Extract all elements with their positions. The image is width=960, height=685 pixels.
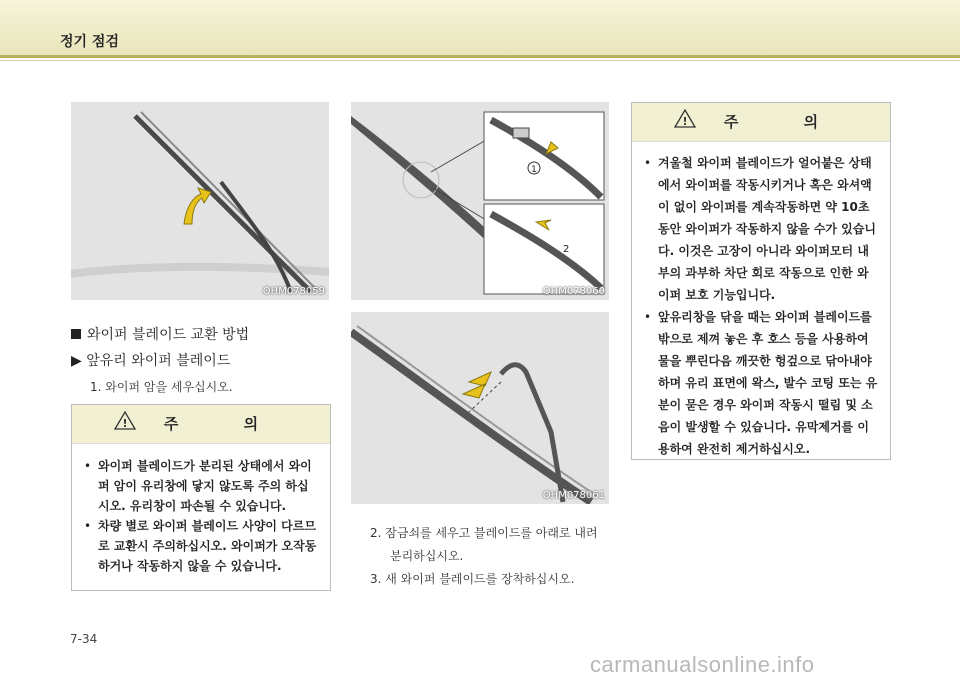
remove-blade-illustration [351,312,609,504]
caution-item: • 겨울철 와이퍼 블레이드가 얼어붙은 상태에서 와이퍼를 작동시키거나 혹은 와셔액이 없이 와이퍼를 계속작동하면 약 10초동안 와이퍼가 작동하지 않을 수가 있습니다. 이것은 고장이 아니라 와이퍼모터 내부의 과부하 차단 회로 작동으로 인한 와이퍼 보호 기능입니다. [644,152,878,306]
triangle-bullet-icon: ▶ [71,353,87,369]
figure-code: OHM078060 [542,286,605,297]
warning-triangle-icon [674,104,696,142]
callout-1: 1 [531,165,537,175]
pull-arrow-icon [463,372,491,398]
figure-code: OHM078061 [542,490,605,501]
header-band [0,0,960,56]
svg-text:!: ! [682,114,688,128]
figure-code: OHM078059 [262,286,325,297]
caution-title: 주 의 [723,113,849,131]
page-section-title: 정기 점검 [60,34,119,50]
section-heading [71,324,249,344]
caution-item: • 와이퍼 블레이드가 분리된 상태에서 와이퍼 암이 유리창에 닿지 않도록 주의 하십시오. 유리창이 파손될 수 있습니다. [84,456,318,516]
caution-item: • 앞유리창을 닦을 때는 와이퍼 블레이드를 밖으로 제껴 놓은 후 호스 등을 사용하여 물을 뿌린다음 깨끗한 헝겊으로 닦아내야 하며 유리 표면에 왁스, 발수 코팅 또는 유분이 묻은 경우 와이퍼 작동시 떨림 및 소음이 발생할 수 있습니다. 유막제거를 이용하여 완전히 제거하십시오. [644,306,878,460]
figure-wiper-arm-raise [71,102,329,300]
watermark: carmanualsonline.info [590,652,815,677]
step-3: 3. 새 와이퍼 블레이드를 장착하십시오. [370,572,575,586]
sub-heading [71,350,230,370]
header-rule [0,55,960,58]
figure-release-lock [351,102,609,300]
caution-title: 주 의 [163,415,289,433]
caution-item: • 차량 별로 와이퍼 블레이드 사양이 다르므로 교환시 주의하십시오. 와이퍼가 오작동 하거나 작동하지 않을 수 있습니다. [84,516,318,576]
figure-remove-blade [351,312,609,504]
warning-triangle-icon [114,406,136,444]
caution-heading [632,103,890,142]
lock-release-illustration [351,102,609,300]
callout-2: 2 [563,244,570,255]
header-rule-thin [0,60,960,61]
section-heading-text: 와이퍼 블레이드 교환 방법 [87,327,250,343]
page-number: 7-34 [70,632,98,646]
rotate-arrow-icon [184,188,211,224]
wiper-arm-illustration [71,102,329,300]
step-1: 1. 와이퍼 암을 세우십시오. [90,380,233,394]
step-2-cont: 분리하십시오. [390,549,464,563]
svg-text:!: ! [122,416,128,430]
step-2: 2. 잠금쇠를 세우고 블레이드를 아래로 내려 [370,526,598,540]
caution-heading [72,405,330,444]
caution-box-left [71,404,331,591]
square-bullet-icon [71,329,81,339]
caution-box-right [631,102,891,460]
sub-heading-text: 앞유리 와이퍼 블레이드 [86,353,231,369]
